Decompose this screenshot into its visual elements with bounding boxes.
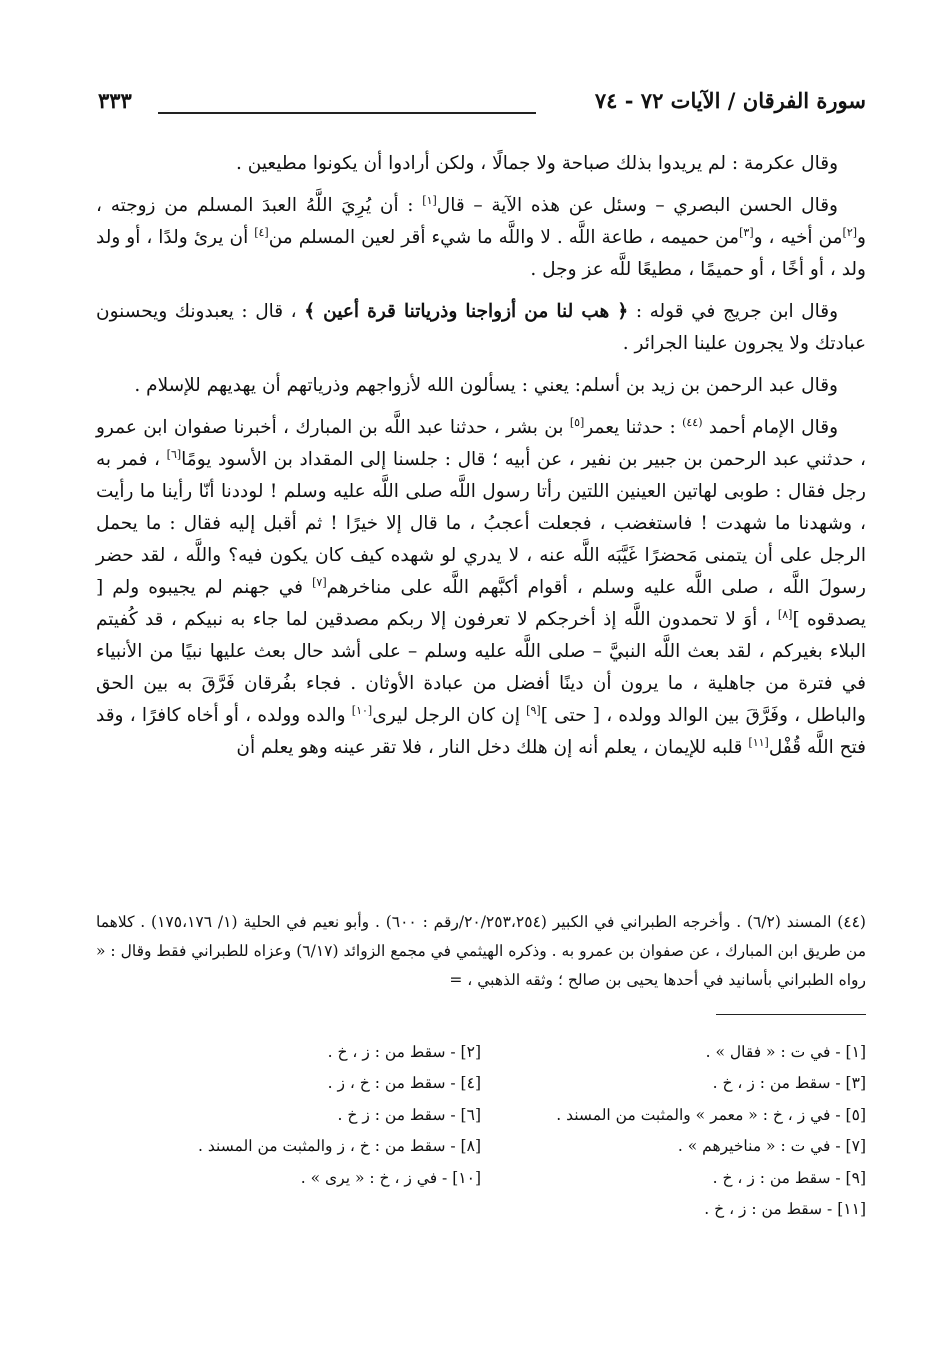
- variant-note-7: [٧] - في ت : « مناخيرهم » .: [677, 1137, 866, 1156]
- text-segment: والده وولده ، أو أخاه كافرًا ، وقد فتح اللَّه قُفْل: [96, 705, 866, 758]
- variant-note-8: [٨] - سقط من : خ ، ز والمثبت من المسند .: [198, 1137, 481, 1156]
- text-segment: وقال ابن جريج في قوله :: [628, 301, 839, 322]
- paragraph-imam-ahmad: [96, 412, 866, 764]
- variant-row: [96, 1036, 866, 1068]
- variant-row: [96, 1131, 866, 1163]
- variant-row: [96, 1068, 866, 1100]
- variant-note-4: [٤] - سقط من : خ ، ز .: [327, 1074, 481, 1093]
- footnote-ref-9[interactable]: [٩]: [526, 703, 541, 717]
- hadith-footnote-text: (٤٤) المسند (٦/٢) . وأخرجه الطبراني في الكبير (٢٠/٢٥٣،٢٥٤/رقم : ٦٠٠) . وأبو نعيم في الحلية (١/ ١٧٥،١٧٦) . كلاهما من طريق ابن المبارك ، عن صفوان بن عمرو به . وذكره الهيثمي في مجمع الزوائد (٦/١٧) وعزاه للطبراني فقط وقال : « رواه الطبراني بأسانيد في أحدها يحيى بن صالح ؛ وثقه الذهبي ، =: [96, 913, 867, 989]
- text-segment: ، قال : يعبدونك ويحسنون عبادتك ولا يجرون علينا الجرائر .: [96, 301, 866, 354]
- text-segment: من أخيه ، و: [753, 227, 843, 248]
- variant-note-11: [١١] - سقط من : ز ، خ .: [704, 1200, 866, 1219]
- text-segment: من حميمه ، طاعة اللَّه . لا واللَّه ما شيء أقر لعين المسلم من: [268, 227, 740, 248]
- paragraph-ikrima: وقال عكرمة : لم يريدوا بذلك صباحة ولا جمالًا ، ولكن أرادوا أن يكونوا مطيعين .: [236, 153, 838, 174]
- footnote-ref-8[interactable]: [٨]: [777, 607, 793, 621]
- page-number: ٣٣٣: [98, 88, 132, 113]
- footnote-ref-6[interactable]: [٦]: [166, 447, 182, 461]
- text-segment: ، فمر به رجل فقال : طوبى لهاتين العينين اللتين رأتا رسول اللَّه صلى اللَّه عليه وسلم ! لوددنا أنّا رأينا ما رأيت ، وشهدنا ما شهدت ! فاستغضب ، فجعلت أعجبُ ، ما قال إلا خيرًا ! ثم أقبل إليه فقال : ما يحمل الرجل على أن يتمنى مَحضرًا غَيَّبَه اللَّه عنه ، لا يدري لو شهده كيف كان يكون فيه؟ واللَّه ، لقد حضر رسولَ اللَّه ، صلى اللَّه عليه وسلم ، أقوام أكبَّهم اللَّه على مناخرهم: [96, 449, 866, 598]
- footnote-ref-1[interactable]: [١]: [422, 193, 437, 207]
- variant-readings: [96, 1036, 866, 1225]
- paragraph-hasan-basri: [96, 190, 866, 286]
- footnote-separator: [716, 1014, 866, 1015]
- footnote-ref-10[interactable]: [١٠]: [351, 703, 373, 717]
- variant-note-10: [١٠] - في ز ، خ : « يرى » .: [300, 1168, 481, 1187]
- header-title: سورة الفرقان / الآيات ٧٢ - ٧٤: [594, 88, 866, 113]
- variant-note-3: [٣] - سقط من : ز ، خ .: [712, 1074, 866, 1093]
- text-segment: : أن يُرِيَ اللَّهُ العبدَ المسلم من زوجته ، و: [96, 195, 866, 248]
- text-segment: في جهنم لم يجيبوه ولم [ يصدقوه ]: [96, 577, 866, 630]
- running-header: [98, 86, 866, 126]
- text-segment: ، أوَ لا تحمدون اللَّه إذ أخرجكم لا تعرفون إلا ربكم مصدقين لما جاء به نبيكم ، قد كُفيتم البلاء بغيركم ، لقد بعث اللَّه النبيَّ – صلى اللَّه عليه وسلم – على أشد حال بعث عليها نبيًا من الأنبياء في فترة من جاهلية ، ما يرون أن دينًا أفضل من عبادة الأوثان . فجاء بفُرقان فَرَّقَ به بين الحق والباطل ، وفَرَّقَ بين الوالد وولده ، [ حتى ]: [96, 609, 866, 726]
- variant-row: [96, 1162, 866, 1194]
- variant-row: [96, 1099, 866, 1131]
- footnote-ref-7[interactable]: [٧]: [312, 575, 327, 589]
- text-segment: بن بشر ، حدثنا عبد اللَّه بن المبارك ، أخبرنا صفوان ابن عمرو ، حدثني عبد الرحمن بن جبير بن نفير ، عن أبيه ؛ قال : جلسنا إلى المقداد بن الأسود يومًا: [96, 417, 866, 470]
- footnote-ref-2[interactable]: [٢]: [842, 225, 858, 239]
- variant-note-9: [٩] - سقط من : ز ، خ .: [712, 1168, 866, 1187]
- footnote-ref-5[interactable]: [٥]: [569, 415, 585, 429]
- text-segment: قلبه للإيمان ، يعلم أنه إن هلك دخل النار ، فلا تقر عينه وهو يعلم أن: [236, 737, 749, 758]
- variant-row: [96, 1194, 866, 1226]
- footnote-ref-11[interactable]: [١١]: [748, 735, 769, 749]
- hadith-footnote: [96, 908, 866, 995]
- text-segment: وقال الحسن البصري – وسئل عن هذه الآية – قال: [436, 195, 838, 216]
- quran-verse: ﴿ هب لنا من أزواجنا وذرياتنا قرة أعين ﴾: [304, 301, 629, 322]
- text-segment: وقال الإمام أحمد: [702, 417, 838, 438]
- variant-note-2: [٢] - سقط من : ز ، خ .: [327, 1042, 481, 1061]
- footnote-ref-4[interactable]: [٤]: [254, 225, 269, 239]
- text-segment: أن يرئ ولدًا ، أو ولد ولد ، أو أخًا ، أو حميمًا ، مطيعًا للَّه عز وجل .: [96, 227, 866, 280]
- paragraph-ibn-zayd: وقال عبد الرحمن بن زيد بن أسلم: يعني : يسألون الله لأزواجهم وذرياتهم أن يهديهم للإسلام .: [134, 375, 838, 396]
- paragraph-ibn-jurayj: [96, 296, 866, 360]
- variant-note-5: [٥] - في ز ، خ : « معمر » والمثبت من المسند .: [556, 1105, 866, 1124]
- text-segment: : حدثنا يعمر: [584, 417, 683, 438]
- variant-note-6: [٦] - سقط من : ز خ .: [337, 1105, 481, 1124]
- text-segment: إن كان الرجل ليرى: [372, 705, 527, 726]
- footnote-ref-3[interactable]: [٣]: [739, 225, 754, 239]
- footnote-ref-44[interactable]: (٤٤): [682, 415, 703, 429]
- header-rule: [158, 112, 536, 114]
- variant-note-1: [١] - في ت : « فقال » .: [705, 1042, 866, 1061]
- main-text: [96, 148, 866, 774]
